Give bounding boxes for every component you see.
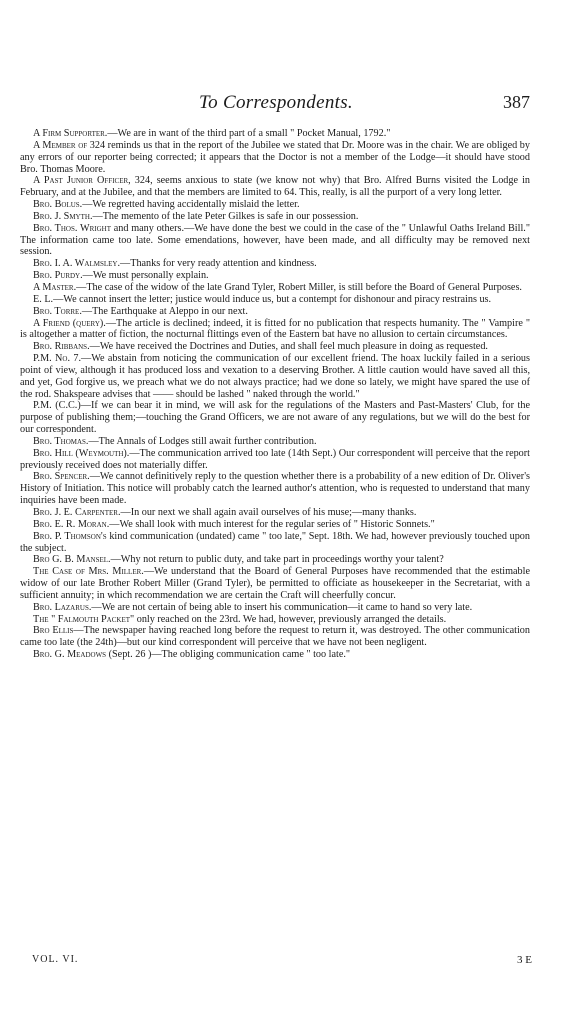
notice-addressee: E. L.: [33, 293, 54, 305]
notice-addressee: Bro G. B. Mansel.: [33, 554, 111, 566]
notice-paragraph: [20, 294, 530, 306]
notice-addressee: The Case of Mrs. Miller.: [33, 566, 144, 578]
notice-addressee: Bro. Bolus.: [33, 199, 83, 211]
notice-paragraph: [20, 306, 530, 318]
notice-addressee: Bro. P. Thomson's: [33, 530, 107, 542]
notice-addressee: A Member of 324: [33, 139, 106, 151]
volume-label: VOL. VI.: [32, 954, 79, 965]
notice-paragraph: [20, 649, 530, 661]
notice-addressee: Bro. Purdy.: [33, 270, 83, 282]
notice-addressee: Bro. E. R. Moran.: [33, 518, 110, 530]
notice-paragraph: [20, 448, 530, 472]
notice-text: —If we can bear it in mind, we will ask for the regulations of the Masters and Past-Masters' Club, for the purpose of publishing them;—touching the Grand Officers, we are not aware of any regulations, but we will do the best for our correspondent.: [20, 400, 530, 436]
page-header: [22, 92, 530, 118]
notice-paragraph: [20, 270, 530, 282]
notice-text: —We must personally explain.: [82, 270, 209, 282]
notice-paragraph: [20, 199, 530, 211]
notice-addressee: Bro Ellis: [33, 625, 74, 637]
notice-text: —We have received the Doctrines and Duties, and shall feel much pleasure in doing as requested.: [89, 341, 488, 353]
notice-paragraph: [20, 436, 530, 448]
notice-paragraph: [20, 602, 530, 614]
notice-text: kind communication (undated) came " too late," Sept. 18th. We had, however previously touched upon the subject.: [20, 530, 530, 554]
notice-text: —Why not return to public duty, and take part in proceedings worthy your talent?: [110, 554, 444, 566]
notice-text: —The memento of the late Peter Gilkes is safe in our possession.: [92, 210, 359, 222]
notice-addressee: Bro. Spencer.: [33, 471, 90, 483]
notice-text: —The Annals of Lodges still await further contribution.: [88, 435, 317, 447]
notice-paragraph: [20, 318, 530, 342]
correspondents-notices: [20, 128, 530, 661]
notice-text: —The article is declined; indeed, it is fitted for no publication that respects humanity. The " Vampire " is altogether a matter of fiction, the nocturnal flittings even of the Eastern bat have no allusion to certain circumstances.: [20, 317, 531, 341]
notice-text: —We shall look with much interest for the regular series of " Historic Sonnets.": [109, 518, 435, 530]
notice-addressee: Bro. I. A. Walmsley.: [33, 258, 121, 270]
notice-paragraph: [20, 175, 530, 199]
notice-paragraph: [20, 507, 530, 519]
notice-text: —Thanks for very ready attention and kindness.: [120, 258, 317, 270]
notice-text: —We are not certain of being able to insert his communication—it came to hand so very late.: [91, 601, 473, 613]
notice-paragraph: [20, 625, 530, 649]
page-number: 387: [503, 92, 530, 112]
notice-text: and many others.—We have done the best we could in the case of the " Unlawful Oaths Ireland Bill." The information came too late. Some emendations, however, have been made, and all difficulty may be removed next session.: [20, 222, 530, 258]
notice-text: —We cannot definitively reply to the question whether there is a probability of a new edition of Dr. Oliver's History of Initiation. This notice will probably catch the learned author's attention, who is requested to understand that many inquiries have been made.: [20, 471, 530, 507]
notice-paragraph: [20, 341, 530, 353]
notice-text: —The case of the widow of the late Grand Tyler, Robert Miller, is still before the Board of General Purposes.: [76, 281, 522, 293]
notice-paragraph: [20, 400, 530, 436]
notice-paragraph: [20, 353, 530, 400]
notice-paragraph: [20, 282, 530, 294]
notice-addressee: A Past Junior Officer,: [33, 175, 131, 187]
notice-addressee: Bro. G. Meadows: [33, 649, 107, 661]
notice-paragraph: [20, 614, 530, 626]
notice-paragraph: [20, 128, 530, 140]
signature-mark: 3 E: [517, 954, 532, 966]
notice-addressee: A Master.: [33, 281, 77, 293]
notice-addressee: Bro. Thomas.: [33, 435, 89, 447]
notice-text: —We abstain from noticing the communication of our excellent friend. The hoax luckily failed in a serious point of view, although it has produced loss and vexation to a deserving Brother. A little caution would have saved all this, and yet, God forgive us, we preach what we do not always practice; had we done so lately, we might have spared the use of the rod. Shakspeare advises that —— should be lashed " naked through the world.": [20, 353, 530, 400]
notice-addressee: A Friend (query).: [33, 317, 106, 329]
notice-paragraph: [20, 140, 530, 176]
notice-addressee: Bro. J. E. Carpenter.: [33, 507, 121, 518]
notice-text: —We regretted having accidentally mislaid the letter.: [82, 199, 300, 211]
notice-addressee: Bro. Thos. Wright: [33, 222, 111, 234]
notice-paragraph: [20, 566, 530, 602]
notice-paragraph: [20, 223, 530, 259]
notice-text: (Sept. 26 )—The obliging communication came " too late.": [106, 649, 351, 661]
notice-addressee: A Firm Supporter.: [33, 128, 108, 139]
notice-paragraph: [20, 519, 530, 531]
notice-text: —The communication arrived too late (14th Sept.) Our correspondent will perceive that the report previously received does not materially differ.: [20, 447, 531, 471]
notice-addressee: P.M. No. 7.: [33, 353, 81, 365]
notice-text: reminds us that in the report of the Jubilee we stated that Dr. Moore was in the chair. We are obliged by any errors of our reporter being corrected; it appears that the Doctor is not a member of the Lodge—it should have stood Bro. Thomas Moore.: [20, 139, 530, 175]
notice-text: —We are in want of the third part of a small " Pocket Manual, 1792.": [107, 128, 391, 139]
notice-paragraph: [20, 211, 530, 223]
notice-text: —The newspaper having reached long before the request to return it, was destroyed. The other communication came too late (the 24th)—but our kind correspondent will perceive that we have not been negligent.: [20, 625, 530, 649]
notice-addressee: P.M. (C.C.): [33, 400, 81, 412]
notice-paragraph: [20, 471, 530, 507]
notice-addressee: Bro. Lazarus.: [33, 601, 92, 613]
notice-paragraph: [20, 258, 530, 270]
notice-text: —We understand that the Board of General Purposes have recommended that the estimable widow of our late Brother Robert Miller (Grand Tyler), be permitted to officiate as housekeeper in the Secretariat, with a sufficient annuity; in which recommendation we are certain the Craft will cheerfully concur.: [20, 566, 531, 601]
notice-addressee: Bro. Hill (Weymouth).: [33, 447, 130, 459]
notice-addressee: The " Falmouth Packet": [33, 613, 135, 625]
notice-text: —In our next we shall again avail ourselves of his muse;—many thanks.: [120, 507, 417, 518]
notice-paragraph: [20, 531, 530, 555]
notice-text: —The Earthquake at Aleppo in our next.: [81, 305, 248, 317]
notice-addressee: Bro. Torre.: [33, 305, 82, 317]
notice-addressee: Bro. Ribbans.: [33, 341, 90, 353]
page-footer: [32, 954, 532, 970]
page-title: To Correspondents.: [199, 92, 353, 113]
notice-text: 324, seems anxious to state (we know not why) that Bro. Alfred Burns visited the Lodge in February, and at the Jubilee, and that the members are limited to 64. This, really, is all the purport of a very long letter.: [20, 175, 531, 199]
notice-paragraph: [20, 554, 530, 566]
notice-text: only reached on the 23rd. We had, however, previously arranged the details.: [134, 613, 447, 625]
notice-addressee: Bro. J. Smyth.: [33, 210, 93, 222]
notice-text: —We cannot insert the letter; justice would induce us, but a contempt for dishonour and piracy restrains us.: [53, 293, 492, 305]
